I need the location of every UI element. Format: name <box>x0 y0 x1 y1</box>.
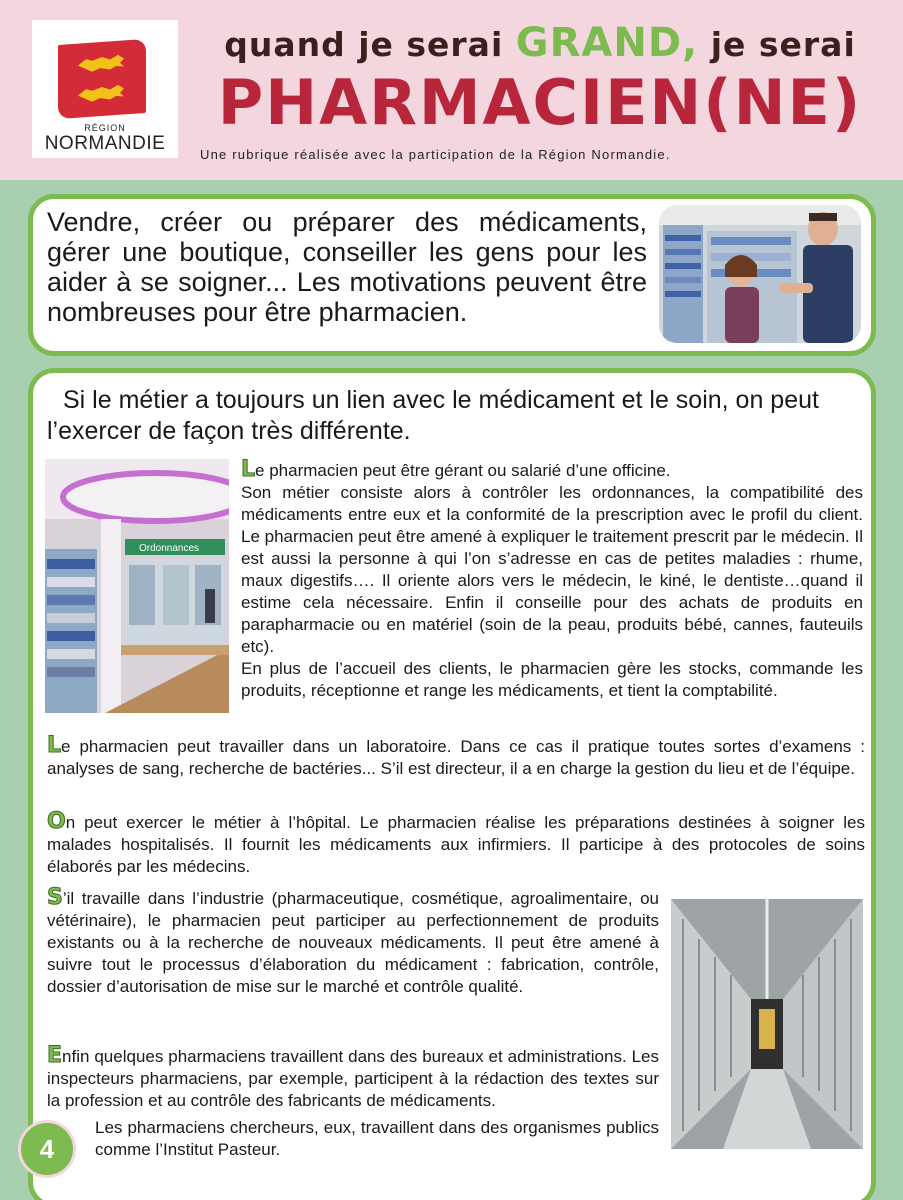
paragraph-text: Son métier consiste alors à contrôler les ordonnances, la compatibilité des médicaments entre eux et la conformité de la prescription avec le profil du client. Le pharmacien peut être amené à expliquer le traitement prescrit par le médecin. Il est aussi la personne à qui l’on s’adresse en cas de petites maladies : rhume, maux digestifs…. Il oriente alors vers le médecin, le kiné, le dentiste…quand il estime cela nécessaire. Enfin il conseille pour des achats de produits en parapharmacie ou en matériel (soin de la peau, produits bébé, cannes, fauteuils etc). <box>241 483 863 656</box>
paragraph-text: nfin quelques pharmaciens travaillent dans des bureaux et administrations. Les inspecteurs pharmaciens, par exemple, participent à la rédaction des textes sur la profession et au contrôle des fabricants de médicaments. <box>47 1047 659 1110</box>
paragraph-text: e pharmacien peut travailler dans un laboratoire. Dans ce cas il pratique toutes sortes d’examens : analyses de sang, recherche de bactéries... S’il est directeur, il a en charge la gestion du lieu et de l’équipe. <box>47 737 865 778</box>
intro-box <box>28 194 876 356</box>
paragraph-administration <box>47 1045 659 1112</box>
page-number-badge: 4 <box>18 1120 76 1178</box>
drop-cap: L <box>47 733 62 758</box>
article-box <box>28 368 876 1200</box>
drop-cap: L <box>241 457 256 482</box>
drop-cap: S <box>47 885 63 910</box>
article-lead <box>47 385 867 447</box>
paragraph-laboratoire <box>47 735 865 780</box>
lion-icon <box>76 80 128 106</box>
paragraph-text: e pharmacien peut être gérant ou salarié d’une officine. <box>255 461 671 480</box>
logo-region-label: RÉGION <box>84 123 126 133</box>
region-normandie-logo <box>32 20 178 158</box>
page-title: PHARMACIEN(NE) <box>217 66 863 139</box>
pharmacist-photo <box>659 205 861 343</box>
intro-text: Vendre, créer ou préparer des médicaments, gérer une boutique, conseiller les gens pour les aider à se soigner... Les motivations peuvent être nombreuses pour être pharmacien. <box>47 207 647 327</box>
paragraph-chercheurs: Les pharmaciens chercheurs, eux, travaillent dans des organismes publics comme l’Institut Pasteur. <box>95 1118 659 1159</box>
lion-icon <box>76 50 128 76</box>
header-subtitle: Une rubrique réalisée avec la participation de la Région Normandie. <box>200 147 671 162</box>
paragraph-text: ’il travaille dans l’industrie (pharmaceutique, cosmétique, agroalimentaire, ou vétérinaire), le pharmacien peut participer au perfectionnement de produits existants ou à la recherche de nouveaux médicaments. Il peut être amené à suivre tout le processus d’élaboration du médicament : fabrication, contrôle, dossier d’autorisation de mise sur le marché et contrôle qualité. <box>47 889 659 996</box>
drop-cap: E <box>47 1043 63 1068</box>
title-grand: GRAND, <box>515 20 699 66</box>
paragraph-officine <box>241 459 863 702</box>
warehouse-shelves-photo <box>671 899 863 1149</box>
paragraph-text: En plus de l’accueil des clients, le pharmacien gère les stocks, commande les produits, réceptionne et range les médicaments, et tient la comptabilité. <box>241 659 863 700</box>
title-post: je serai <box>698 25 856 64</box>
drop-cap: O <box>47 809 66 834</box>
pharmacy-interior-photo <box>45 459 229 713</box>
article-lead-text: Si le métier a toujours un lien avec le médicament et le soin, on peut l’exercer de façon très différente. <box>47 386 819 445</box>
page-header <box>0 0 903 180</box>
header-title-line <box>200 20 880 66</box>
paragraph-hopital <box>47 811 865 878</box>
ordonnances-sign: Ordonnances <box>139 543 200 554</box>
paragraph-text: n peut exercer le métier à l’hôpital. Le pharmacien réalise les préparations destinées à soigner les malades hospitalisés. Il fournit les médicaments aux infirmiers. Il participe à des protocoles de soins élaborés par les médecins. <box>47 813 865 876</box>
logo-normandie-label: NORMANDIE <box>44 133 166 154</box>
paragraph-industrie <box>47 887 659 998</box>
normandy-flag-icon <box>58 39 146 119</box>
title-pre: quand je serai <box>224 25 516 64</box>
